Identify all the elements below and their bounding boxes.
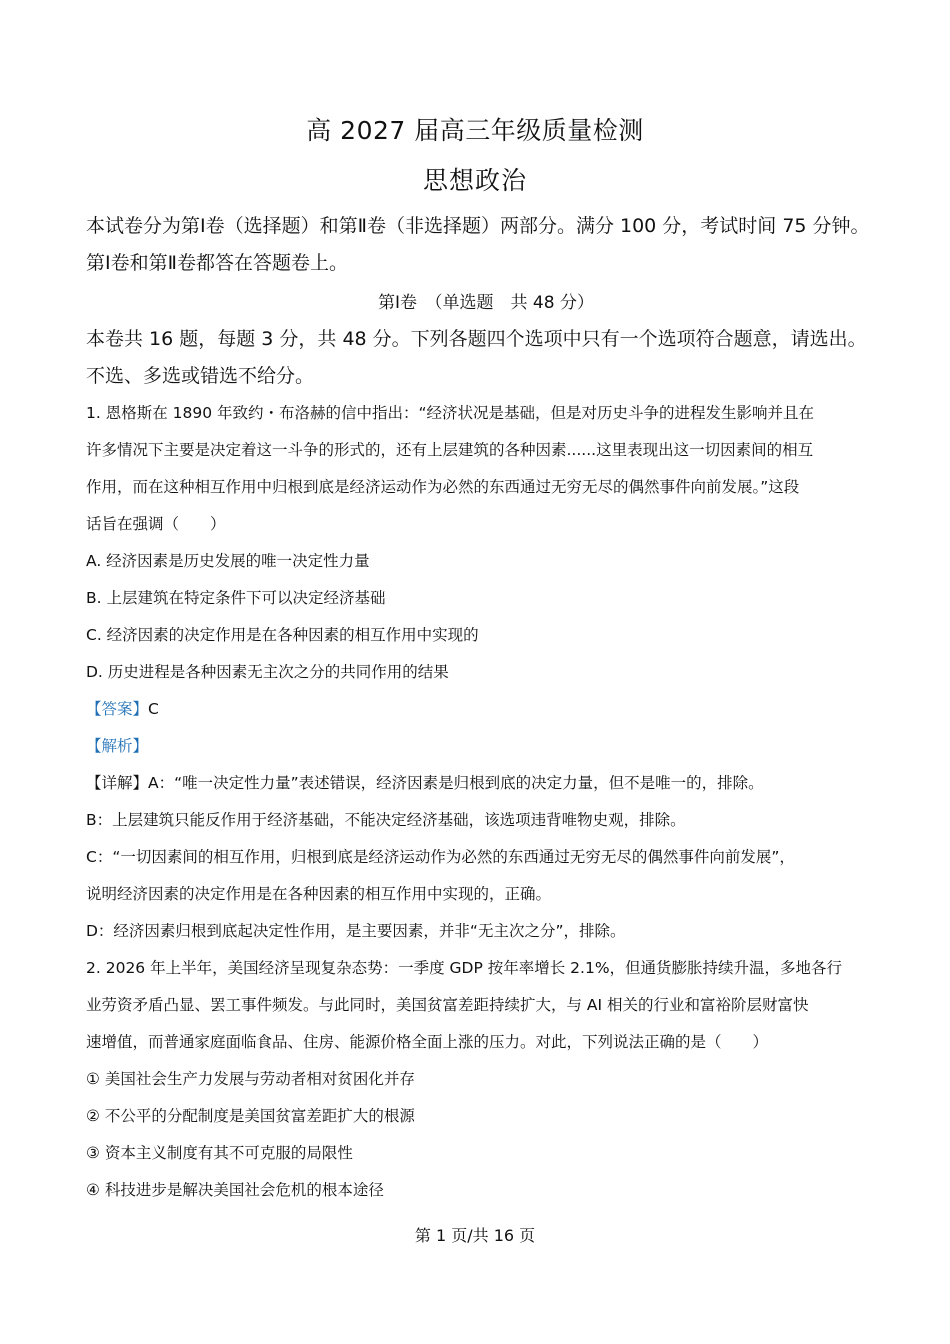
- q1-detail-d: D：经济因素归根到底起决定性作用，是主要因素，并非“无主次之分”，排除。: [86, 922, 626, 940]
- section-title: 第Ⅰ卷 （单选题 共 48 分）: [378, 293, 594, 313]
- section-desc-2: 不选、多选或错选不给分。: [86, 365, 315, 387]
- q1-stem-line-2: 许多情况下主要是决定着这一斗争的形式的，还有上层建筑的各种因素......这里表现出这一切因素间的相互: [86, 441, 814, 459]
- answer-label: 【答案】: [86, 700, 149, 718]
- intro-line-1: 本试卷分为第Ⅰ卷（选择题）和第Ⅱ卷（非选择题）两部分。满分 100 分，考试时间 75 分钟。: [86, 215, 870, 237]
- q2-item-3: ③ 资本主义制度有其不可克服的局限性: [86, 1144, 353, 1162]
- q1-detail-c-2: 说明经济因素的决定作用是在各种因素的相互作用中实现的，正确。: [86, 885, 552, 903]
- q1-detail-c-1: C：“一切因素间的相互作用，归根到底是经济运动作为必然的东西通过无穷无尽的偶然事件向前发展”，: [86, 848, 795, 866]
- detail-label: 【详解】: [86, 774, 149, 792]
- document-body: [86, 208, 886, 1209]
- q2-stem-line-2: 业劳资矛盾凸显、罢工事件频发。与此同时，美国贫富差距持续扩大，与 AI 相关的行业和富裕阶层财富快: [86, 996, 809, 1014]
- exam-title: 高 2027 届高三年级质量检测: [306, 116, 644, 145]
- subject-title: 思想政治: [422, 166, 527, 195]
- q2-item-2: ② 不公平的分配制度是美国贫富差距扩大的根源: [86, 1107, 415, 1125]
- q1-detail-b: B：上层建筑只能反作用于经济基础，不能决定经济基础，该选项违背唯物史观，排除。: [86, 811, 686, 829]
- q1-stem-line-1: 1. 恩格斯在 1890 年致约・布洛赫的信中指出：“经济状况是基础，但是对历史斗争的进程发生影响并且在: [86, 404, 815, 422]
- q1-answer: [86, 691, 886, 728]
- q1-option-c: C. 经济因素的决定作用是在各种因素的相互作用中实现的: [86, 626, 479, 644]
- detail-a-text: A：“唯一决定性力量”表述错误，经济因素是归根到底的决定力量，但不是唯一的，排除。: [148, 774, 764, 792]
- q1-stem-line-3: 作用，而在这种相互作用中归根到底是经济运动作为必然的东西通过无穷无尽的偶然事件向前发展。”这段: [86, 478, 800, 496]
- q2-item-4: ④ 科技进步是解决美国社会危机的根本途径: [86, 1181, 384, 1199]
- q2-stem-line-1: 2. 2026 年上半年，美国经济呈现复杂态势：一季度 GDP 按年率增长 2.1%，但通货膨胀持续升温，多地各行: [86, 959, 843, 977]
- intro-line-2: 第Ⅰ卷和第Ⅱ卷都答在答题卷上。: [86, 252, 348, 274]
- q1-detail-a: [86, 765, 886, 802]
- q1-option-d: D. 历史进程是各种因素无主次之分的共同作用的结果: [86, 663, 449, 681]
- answer-value: C: [148, 700, 159, 718]
- q2-item-1: ① 美国社会生产力发展与劳动者相对贫困化并存: [86, 1070, 415, 1088]
- q2-stem-line-3: 速增值，而普通家庭面临食品、住房、能源价格全面上涨的压力。对此，下列说法正确的是（ ）: [86, 1033, 769, 1051]
- section-desc-1: 本卷共 16 题，每题 3 分，共 48 分。下列各题四个选项中只有一个选项符合题意，请选出。: [86, 328, 867, 350]
- question-1: [86, 395, 886, 950]
- question-2: [86, 950, 886, 1209]
- analysis-label: 【解析】: [86, 737, 149, 755]
- q1-option-a: A. 经济因素是历史发展的唯一决定性力量: [86, 552, 370, 570]
- q1-option-b: B. 上层建筑在特定条件下可以决定经济基础: [86, 589, 386, 607]
- q1-stem-line-4: 话旨在强调（ ）: [86, 515, 226, 533]
- page-footer: 第 1 页/共 16 页: [414, 1226, 536, 1245]
